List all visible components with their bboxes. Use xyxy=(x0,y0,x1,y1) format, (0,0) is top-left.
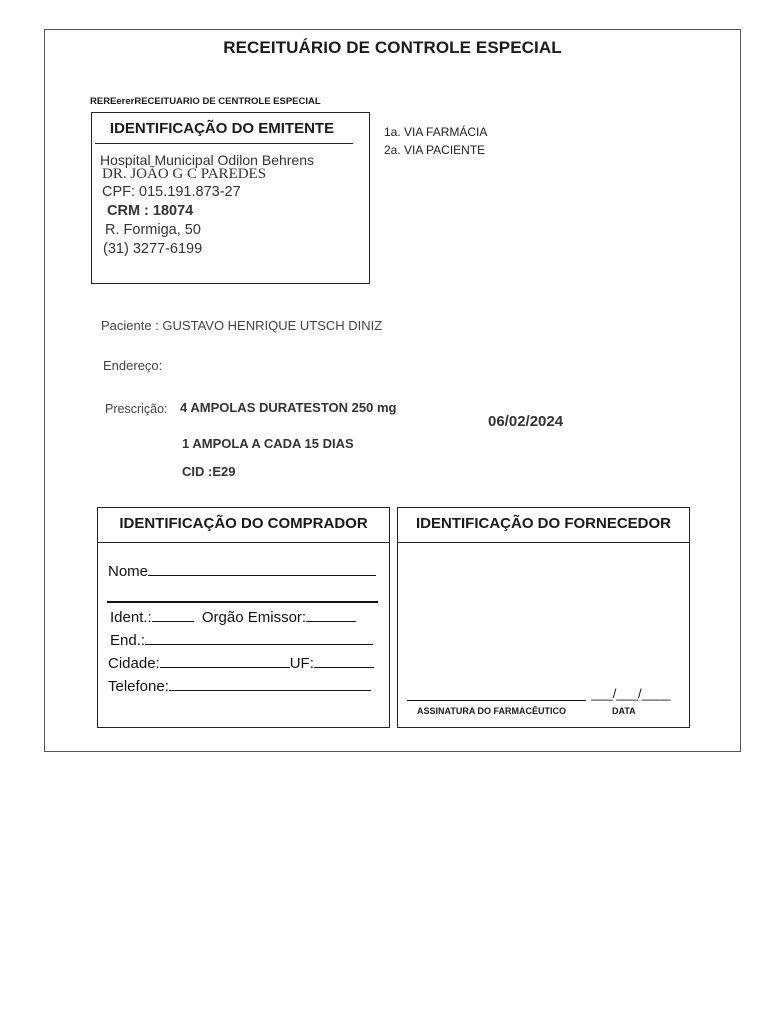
emitente-phone: (31) 3277-6199 xyxy=(103,241,203,257)
comprador-nome-label: Nome xyxy=(108,563,149,580)
nome-blank-line xyxy=(148,574,376,576)
fornecedor-header: IDENTIFICAÇÃO DO FORNECEDOR xyxy=(416,515,671,532)
comprador-orgao-label: Orgão Emissor: xyxy=(201,609,307,626)
comprador-ident-field[interactable] xyxy=(110,609,356,626)
comprador-divider xyxy=(97,542,390,543)
emitente-address: R. Formiga, 50 xyxy=(105,222,201,238)
emitente-doctor: DR. JOÃO G C PAREDES xyxy=(102,166,267,182)
signature-line[interactable] xyxy=(407,700,586,701)
comprador-cidade-field[interactable] xyxy=(108,655,374,672)
prescription-label: Prescrição: xyxy=(105,402,168,416)
comprador-end-field[interactable] xyxy=(110,632,373,649)
comprador-telefone-field[interactable] xyxy=(108,678,371,695)
signature-label: ASSINATURA DO FARMACÊUTICO xyxy=(417,706,566,716)
emitente-crm: CRM : 18074 xyxy=(107,203,194,219)
patient-name: Paciente : GUSTAVO HENRIQUE UTSCH DINIZ xyxy=(101,318,383,333)
patient-address-label: Endereço: xyxy=(103,358,163,373)
comprador-ident-label: Ident.: xyxy=(110,609,152,626)
via-farmacia: 1a. VIA FARMÁCIA xyxy=(384,125,488,139)
fornecedor-divider xyxy=(397,542,690,543)
comprador-telefone-label: Telefone: xyxy=(108,678,169,695)
cidade-blank-line xyxy=(160,666,290,668)
comprador-end-label: End.: xyxy=(110,632,146,649)
telefone-blank-line xyxy=(169,689,371,691)
signature-date-blank[interactable]: ___/___/____ xyxy=(591,686,671,701)
comprador-nome-field[interactable] xyxy=(108,563,376,580)
emitente-cpf: CPF: 015.191.873-27 xyxy=(102,184,241,200)
emitente-hospital: Hospital Municipal Odilon Behrens xyxy=(100,152,314,168)
page-title: RECEITUÁRIO DE CONTROLE ESPECIAL xyxy=(223,38,562,57)
ident-blank-line xyxy=(152,620,194,622)
prescription-line-1: 4 AMPOLAS DURATESTON 250 mg xyxy=(180,400,397,415)
page-subtitle: REREererRECEITUARIO DE CENTROLE ESPECIAL xyxy=(90,96,321,107)
nome-second-line xyxy=(107,601,378,603)
comprador-cidade-label: Cidade: xyxy=(108,655,160,672)
end-blank-line xyxy=(145,643,373,645)
prescription-line-2: 1 AMPOLA A CADA 15 DIAS xyxy=(182,436,354,451)
comprador-uf-label: UF: xyxy=(289,655,314,672)
prescription-date: 06/02/2024 xyxy=(488,413,564,430)
emitente-divider xyxy=(95,143,353,144)
via-paciente: 2a. VIA PACIENTE xyxy=(384,143,486,157)
date-label: DATA xyxy=(612,706,636,716)
prescription-cid: CID :E29 xyxy=(182,464,236,479)
comprador-header: IDENTIFICAÇÃO DO COMPRADOR xyxy=(119,515,368,532)
emitente-header: IDENTIFICAÇÃO DO EMITENTE xyxy=(109,120,335,137)
uf-blank-line xyxy=(314,666,374,668)
orgao-blank-line xyxy=(306,620,356,622)
